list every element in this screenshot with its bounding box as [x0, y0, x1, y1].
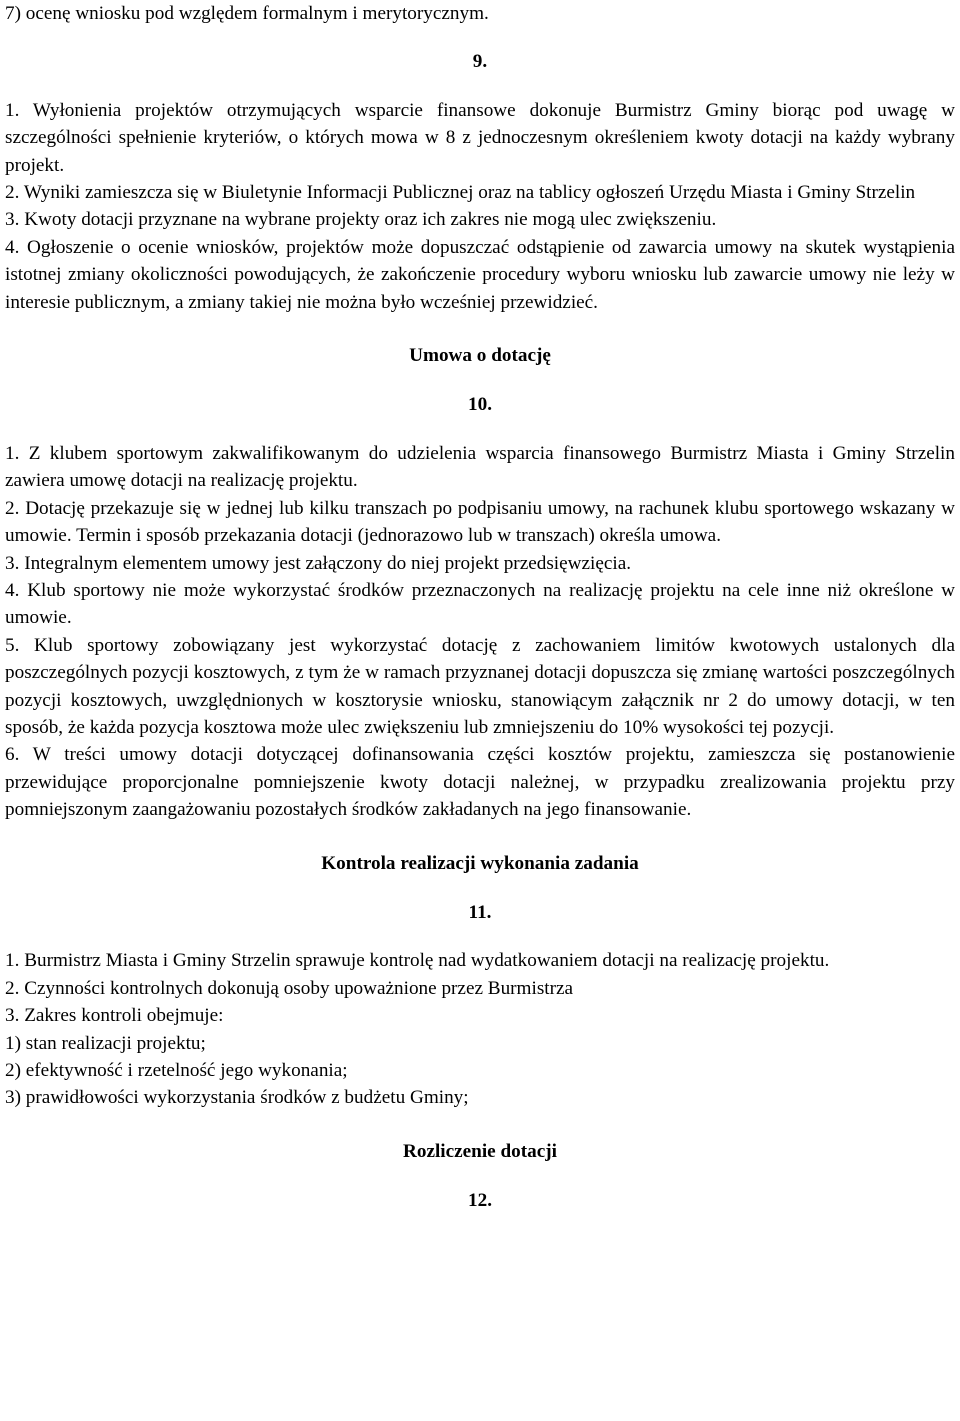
s10-paragraph-1: 1. Z klubem sportowym zakwalifikowanym do udzielenia wsparcia finansowego Burmistrz Miasta i Gminy Strzelin zawiera umowę dotacji na realizację projektu.: [5, 442, 955, 492]
item-7: 7) ocenę wniosku pod względem formalnym i merytorycznym.: [5, 3, 489, 24]
s10-paragraph-4: 4. Klub sportowy nie może wykorzystać środków przeznaczonych na realizację projektu na cele inne niż określone w umowie.: [5, 579, 955, 629]
section-10-heading: Umowa o dotację: [409, 345, 551, 367]
s11-paragraph-1: 1. Burmistrz Miasta i Gminy Strzelin sprawuje kontrolę nad wydatkowaniem dotacji na realizację projektu.: [5, 950, 830, 972]
section-11-sign: 11.: [468, 901, 492, 923]
s10-paragraph-6: 6. W treści umowy dotacji dotyczącej dofinansowania części kosztów projektu, zamieszcza się postanowienie przewidujące proporcjonalne pomniejszenie kwoty dotacji należnej, w przypadku zrealizowania projektu przy pomniejszonym zaangażowaniu pozostałych środków zakładanych na jego finansowanie.: [5, 744, 955, 821]
s9-paragraph-4: 4. Ogłoszenie o ocenie wniosków, projektów może dopuszczać odstąpienie od zawarcia umowy na skutek wystąpienia istotnej zmiany okoliczności powodujących, że zakończenie procedury wyboru wniosku lub zawarcie umowy nie leży w interesie publicznym, a zmiany takiej nie można było wcześniej przewidzieć.: [5, 236, 955, 313]
section-9-sign: 9.: [472, 51, 488, 73]
s9-paragraph-2: 2. Wyniki zamieszcza się w Biuletynie Informacji Publicznej oraz na tablicy ogłoszeń Urzędu Miasta i Gminy Strzelin: [5, 182, 916, 204]
section-11-heading: Kontrola realizacji wykonania zadania: [321, 852, 639, 874]
s9-paragraph-1: 1. Wyłonienia projektów otrzymujących wsparcie finansowe dokonuje Burmistrz Gminy biorąc pod uwagę w szczególności spełnienie kryteriów, o których mowa w 8 z jednoczesnym określeniem kwoty dotacji na każdy wybrany projekt.: [5, 99, 955, 176]
document-page: [5, 0, 955, 1215]
s10-paragraph-3: 3. Integralnym elementem umowy jest załączony do niej projekt przedsięwzięcia.: [5, 552, 632, 574]
section-10-sign: 10.: [468, 394, 492, 416]
s11-paragraph-2: 2. Czynności kontrolnych dokonują osoby upoważnione przez Burmistrza: [5, 977, 574, 999]
s11-list-item-1: 1) stan realizacji projektu;: [5, 1032, 206, 1054]
s10-paragraph-2: 2. Dotację przekazuje się w jednej lub kilku transzach po podpisaniu umowy, na rachunek klubu sportowego wskazany w umowie. Termin i sposób przekazania dotacji (jednorazowo lub w transzach) określa umowa.: [5, 497, 955, 547]
section-12-sign: 12.: [468, 1190, 492, 1212]
section-12-heading: Rozliczenie dotacji: [403, 1140, 557, 1162]
s11-list-item-2: 2) efektywność i rzetelność jego wykonania;: [5, 1060, 348, 1081]
s9-paragraph-3: 3. Kwoty dotacji przyznane na wybrane projekty oraz ich zakres nie mogą ulec zwiększeniu.: [5, 209, 717, 231]
s10-paragraph-5: 5. Klub sportowy zobowiązany jest wykorzystać dotację z zachowaniem limitów kwotowych ustalonych dla poszczególnych pozycji kosztowych, z tym że w ramach przyznanej dotacji dopuszcza się zmianę wartości poszczególnych pozycji kosztowych, uwzględnionych w kosztorysie wniosku, stanowiącym załącznik nr 2 do umowy dotacji, w ten sposób, że każda pozycja kosztowa może ulec zwiększeniu lub zmniejszeniu do 10% wysokości tej pozycji.: [5, 634, 955, 738]
s11-paragraph-3: 3. Zakres kontroli obejmuje:: [5, 1005, 224, 1027]
s11-list-item-3: 3) prawidłowości wykorzystania środków z budżetu Gminy;: [5, 1087, 469, 1109]
